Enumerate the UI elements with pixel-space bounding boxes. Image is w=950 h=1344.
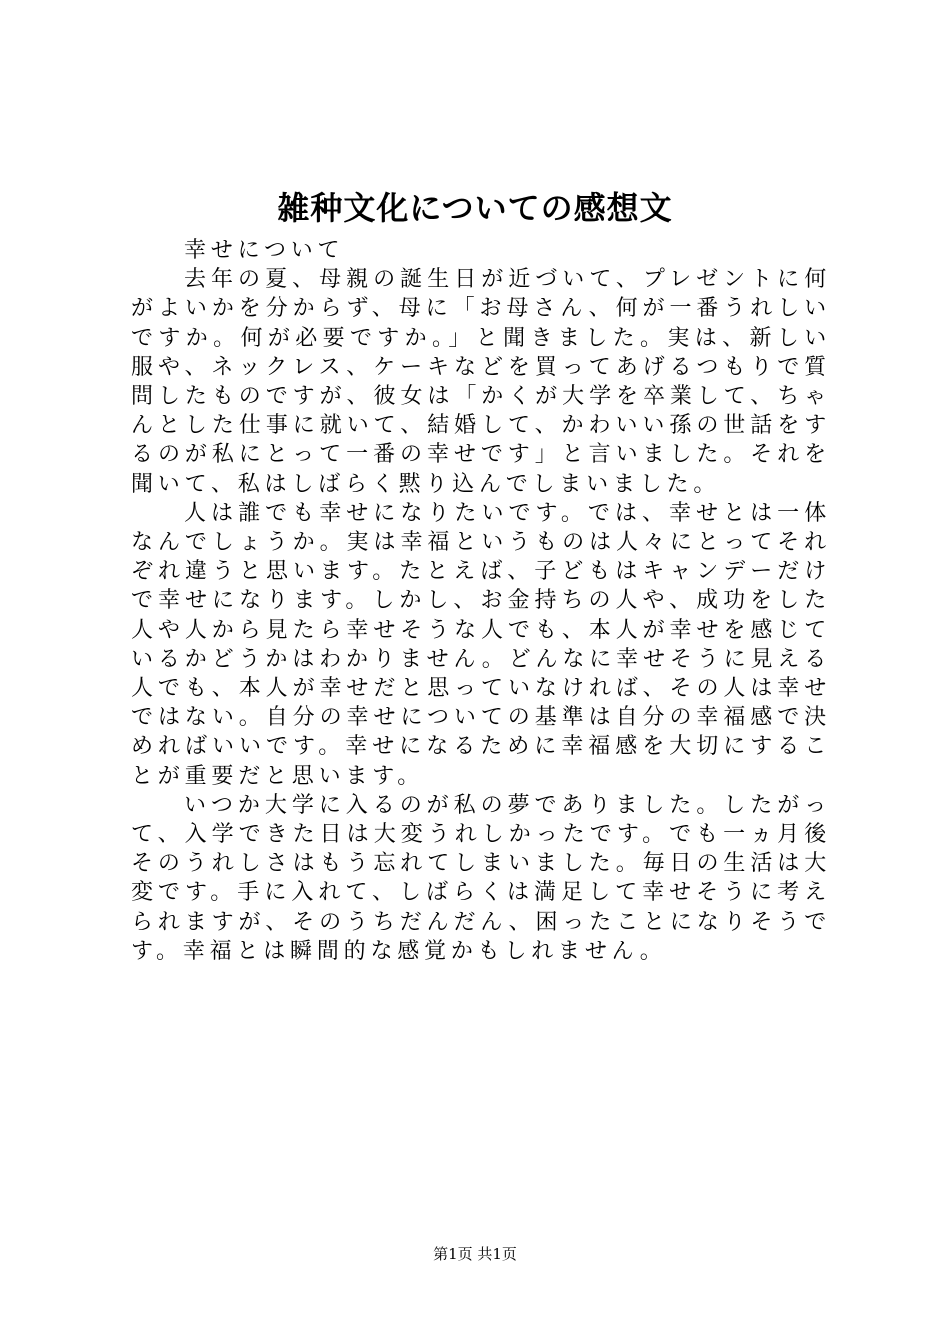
- paragraph: 人は誰でも幸せになりたいです。では、幸せとは一体なんでしょうか。実は幸福というものは人々にとってそれぞれ違うと思います。たとえば、子どもはキャンデーだけで幸せになります。しかし、お金持ちの人や、成功をした人や人から見たら幸せそうな人でも、本人が幸せを感じているかどうかはわかりません。どんなに幸せそうに見える人でも、本人が幸せだと思っていなければ、その人は幸せではない。自分の幸せについての基準は自分の幸福感で決めればいいです。幸せになるために幸福感を大切にすることが重要だと思います。: [131, 500, 831, 789]
- paragraph: 去年の夏、母親の誕生日が近づいて、プレゼントに何がよいかを分からず、母に「お母さん、何が一番うれしいですか。何が必要ですか。」と聞きました。実は、新しい服や、ネックレス、ケーキなどを買ってあげるつもりで質問したものですが、彼女は「かくが大学を卒業して、ちゃんとした仕事に就いて、結婚して、かわいい孫の世話をするのが私にとって一番の幸せです」と言いました。それを聞いて、私はしばらく黙り込んでしまいました。: [131, 267, 831, 497]
- document-body: [131, 236, 831, 966]
- document-title: 雑种文化についての感想文: [277, 189, 673, 227]
- paragraph-heading: 幸せについて: [184, 238, 345, 263]
- page-number-footer: 第1页 共1页: [433, 1245, 517, 1263]
- paragraph: いつか大学に入るのが私の夢でありました。したがって、入学できた日は大変うれしかったです。でも一ヵ月後そのうれしさはもう忘れてしまいました。毎日の生活は大変です。手に入れて、しばらくは満足して幸せそうに考えられますが、そのうちだんだん、困ったことになりそうです。幸福とは瞬間的な感覚かもしれません。: [131, 792, 831, 964]
